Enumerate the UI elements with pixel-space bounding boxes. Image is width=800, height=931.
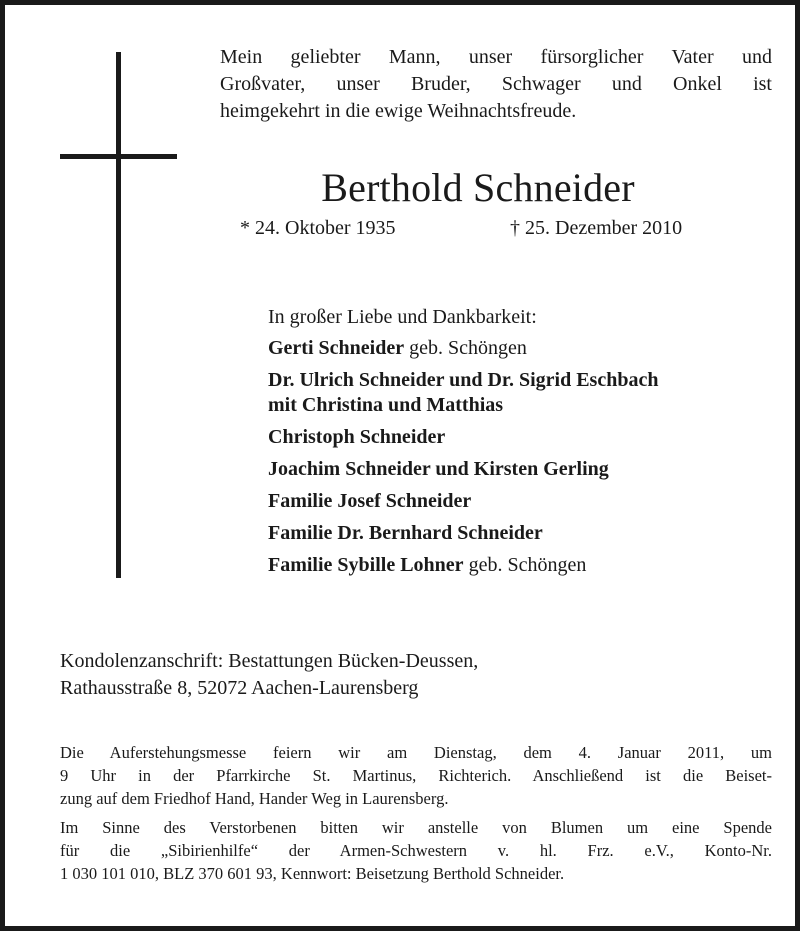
intro-line: Mein geliebter Mann, unser fürsorglicher Vater und (220, 46, 772, 68)
death-date: † 25. Dezember 2010 (510, 217, 683, 239)
mourner-name: Familie Sybille Lohner (268, 554, 464, 576)
donation-paragraph (60, 816, 772, 885)
service-line: zung auf dem Friedhof Hand, Hander Weg in Laurensberg. (60, 789, 449, 808)
mourner-name: Familie Dr. Bernhard Schneider (268, 522, 543, 544)
mourner-entry (268, 521, 768, 546)
donation-line: für die „Sibirienhilfe“ der Armen-Schwestern v. hl. Frz. e.V., Konto-Nr. (60, 841, 772, 860)
mourner-name: Gerti Schneider (268, 337, 405, 359)
mourner-name: Christoph Schneider (268, 426, 446, 448)
birth-date: * 24. Oktober 1935 (240, 217, 396, 239)
mourner-entry (268, 368, 768, 393)
donation-line: Im Sinne des Verstorbenen bitten wir anstelle von Blumen um eine Spende (60, 818, 772, 837)
mourner-name: Familie Josef Schneider (268, 490, 472, 512)
mourners-list (268, 305, 768, 585)
mourner-name: Dr. Ulrich Schneider und Dr. Sigrid Eschbach (268, 369, 659, 391)
mourner-entry (268, 553, 768, 578)
mourner-suffix: geb. Schöngen (404, 337, 527, 359)
mourner-entry (268, 457, 768, 482)
address-line: Rathausstraße 8, 52072 Aachen-Laurensberg (60, 677, 419, 699)
service-paragraph (60, 741, 772, 810)
mourner-entry (268, 425, 768, 450)
cross-icon-vertical (116, 52, 121, 578)
address-line: Kondolenzanschrift: Bestattungen Bücken-Deussen, (60, 650, 479, 672)
mourner-entry (268, 489, 768, 514)
deceased-name: Berthold Schneider (321, 165, 635, 210)
intro-line: heimgekehrt in die ewige Weihnachtsfreude. (220, 100, 577, 122)
mourner-suffix: geb. Schöngen (463, 554, 587, 576)
service-line: Die Auferstehungsmesse feiern wir am Dienstag, dem 4. Januar 2011, um (60, 743, 772, 762)
service-line: 9 Uhr in der Pfarrkirche St. Martinus, Richterich. Anschließend ist die Beiset- (60, 766, 772, 785)
cross-icon-horizontal (60, 154, 177, 159)
intro-line: Großvater, unser Bruder, Schwager und Onkel ist (220, 73, 772, 95)
donation-line: 1 030 101 010, BLZ 370 601 93, Kennwort: Beisetzung Berthold Schneider. (60, 864, 565, 883)
mourner-name: mit Christina und Matthias (268, 394, 504, 416)
intro-text (220, 44, 772, 125)
mourner-entry (268, 336, 768, 361)
mourner-name: Joachim Schneider und Kirsten Gerling (268, 458, 609, 480)
mourners-intro: In großer Liebe und Dankbarkeit: (268, 306, 537, 328)
mourner-entry (268, 393, 768, 418)
condolence-address (60, 648, 760, 702)
